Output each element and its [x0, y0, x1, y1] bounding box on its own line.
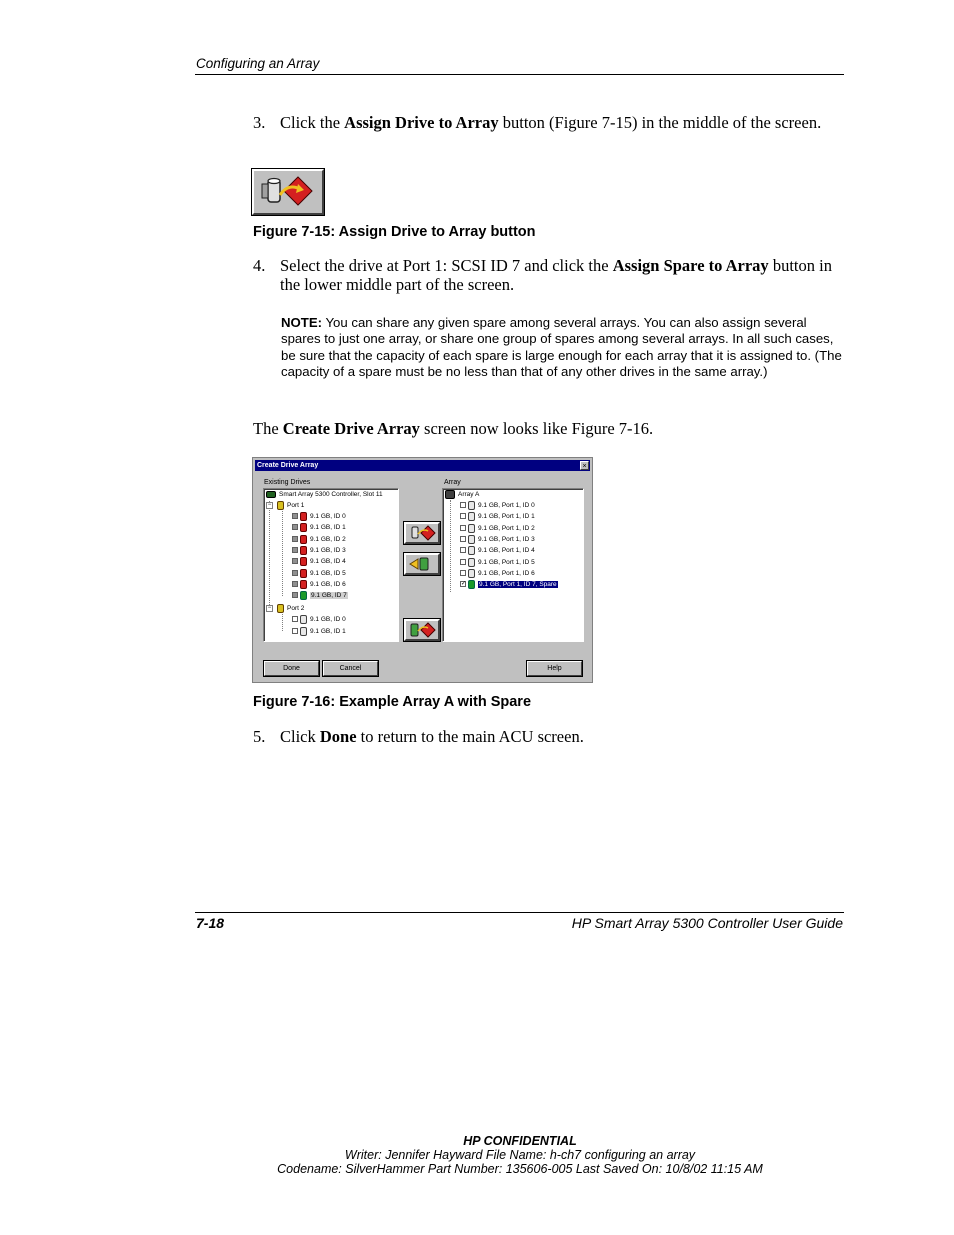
drive-icon — [468, 546, 475, 555]
tree-port1[interactable]: Port 1 — [277, 500, 304, 511]
dialog-title-bar — [255, 460, 590, 471]
checkbox[interactable] — [460, 559, 466, 565]
running-header: Configuring an Array — [196, 56, 320, 71]
remove-drive-from-array-button[interactable] — [404, 553, 440, 575]
drive-icon — [300, 569, 307, 578]
drive-icon — [300, 523, 307, 532]
step-number: 5. — [253, 727, 266, 746]
array-icon — [445, 490, 455, 499]
assign-drive-to-array-button-figure — [252, 169, 324, 215]
assign-drive-to-array-button[interactable] — [404, 522, 440, 544]
tree-drive-item[interactable]: 9.1 GB, ID 2 — [292, 534, 346, 545]
checked-checkbox[interactable]: ✓ — [461, 581, 467, 588]
drive-icon — [468, 524, 475, 533]
guide-title: HP Smart Array 5300 Controller User Guide — [571, 915, 843, 931]
step-number: 3. — [253, 113, 266, 132]
header-rule — [195, 74, 844, 75]
array-label: Array — [444, 479, 461, 486]
assign-spare-icon — [406, 621, 438, 639]
checkbox[interactable] — [292, 547, 298, 553]
cancel-button[interactable]: Cancel — [323, 661, 378, 676]
step-text: Select the drive at Port 1: SCSI ID 7 and click the Assign Spare to Array button in the lower middle part of the screen. — [280, 256, 832, 294]
checkbox[interactable] — [460, 502, 466, 508]
checkbox[interactable] — [292, 581, 298, 587]
spare-drive-icon — [300, 591, 307, 600]
checkbox[interactable] — [460, 570, 466, 576]
tree-drive-item[interactable]: 9.1 GB, ID 3 — [292, 545, 346, 556]
checkbox[interactable] — [292, 536, 298, 542]
note-text: You can share any given spare among several arrays. You can also assign several spares to just one array, or share one group of spares among several arrays. In all such cases, be sure that the capacity of each spare is large enough for each array that it is assigned to. (The capacity of a spare must be no less than that of any other drives in the same array.) — [281, 315, 842, 379]
assign-drive-icon — [254, 171, 322, 213]
tree-spare-drive-item[interactable]: ✓ 9.1 GB, Port 1, ID 7, Spare — [461, 581, 557, 588]
existing-drives-label: Existing Drives — [264, 479, 311, 486]
confidential-label: HP CONFIDENTIAL — [463, 1134, 577, 1148]
array-tree[interactable] — [442, 488, 584, 642]
checkbox[interactable] — [292, 524, 298, 530]
tree-drive-item[interactable]: 9.1 GB, ID 0 — [292, 614, 346, 625]
tree-array-drive-item[interactable]: 9.1 GB, Port 1, ID 3 — [460, 534, 535, 545]
drive-icon — [468, 501, 475, 510]
help-button[interactable]: Help — [527, 661, 582, 676]
drive-icon — [300, 580, 307, 589]
tree-array-a[interactable]: Array A — [445, 489, 479, 500]
port-icon — [277, 604, 284, 613]
note-block — [281, 315, 846, 380]
drive-icon — [468, 558, 475, 567]
done-button[interactable]: Done — [264, 661, 319, 676]
existing-drives-tree[interactable] — [263, 488, 399, 642]
checkbox[interactable] — [460, 536, 466, 542]
codename-line: Codename: SilverHammer Part Number: 135606-005 Last Saved On: 10/8/02 11:15 AM — [277, 1162, 763, 1176]
tree-drive-item[interactable]: 9.1 GB, ID 6 — [292, 579, 346, 590]
footer-rule — [195, 912, 844, 913]
step-number: 4. — [253, 256, 266, 275]
tree-drive-item[interactable]: 9.1 GB, ID 0 — [292, 511, 346, 522]
drive-icon — [300, 512, 307, 521]
tree-drive-item[interactable]: 9.1 GB, ID 1 — [292, 626, 346, 637]
close-button[interactable]: × — [580, 461, 589, 470]
drive-icon — [300, 546, 307, 555]
controller-icon — [266, 491, 276, 498]
drive-icon — [468, 569, 475, 578]
figure-7-16-caption: Figure 7-16: Example Array A with Spare — [253, 694, 532, 710]
step-3 — [253, 113, 845, 153]
drive-icon — [300, 535, 307, 544]
create-drive-array-dialog — [252, 457, 593, 683]
tree-drive-item[interactable]: 9.1 GB, ID 1 — [292, 522, 346, 533]
tree-drive-item[interactable]: 9.1 GB, ID 5 — [292, 568, 346, 579]
checkbox[interactable] — [292, 628, 298, 634]
tree-array-drive-item[interactable]: 9.1 GB, Port 1, ID 5 — [460, 557, 535, 568]
checkbox[interactable] — [460, 513, 466, 519]
tree-drive-item-selected[interactable]: 9.1 GB, ID 7 — [292, 590, 348, 601]
step-4 — [253, 256, 845, 296]
tree-array-drive-item[interactable]: 9.1 GB, Port 1, ID 1 — [460, 511, 535, 522]
assign-drive-icon — [406, 524, 438, 542]
drive-icon — [300, 615, 307, 624]
step-text: Click Done to return to the main ACU screen. — [280, 727, 584, 746]
page-number: 7-18 — [196, 915, 225, 931]
collapse-port1-icon[interactable]: − — [267, 502, 272, 508]
step-text: Click the Assign Drive to Array button (Figure 7-15) in the middle of the screen. — [280, 113, 822, 132]
drive-icon — [300, 627, 307, 636]
collapse-port2-icon[interactable]: − — [267, 605, 272, 611]
tree-drive-item[interactable]: 9.1 GB, ID 4 — [292, 556, 346, 567]
checkbox[interactable] — [292, 570, 298, 576]
checkbox[interactable] — [292, 558, 298, 564]
checkbox[interactable] — [460, 525, 466, 531]
tree-array-drive-item[interactable]: 9.1 GB, Port 1, ID 6 — [460, 568, 535, 579]
dialog-title: Create Drive Array — [257, 462, 319, 469]
tree-port2[interactable]: Port 2 — [277, 603, 304, 614]
checkbox[interactable] — [292, 513, 298, 519]
drive-icon — [468, 512, 475, 521]
assign-spare-to-array-button[interactable] — [404, 619, 440, 641]
body-paragraph: The Create Drive Array screen now looks like Figure 7-16. — [253, 419, 654, 438]
drive-icon — [468, 535, 475, 544]
writer-line: Writer: Jennifer Hayward File Name: h-ch7 configuring an array — [344, 1148, 696, 1162]
figure-7-15-caption: Figure 7-15: Assign Drive to Array button — [253, 224, 536, 240]
spare-drive-icon — [468, 580, 475, 589]
tree-controller[interactable]: Smart Array 5300 Controller, Slot 11 — [266, 489, 383, 500]
checkbox[interactable] — [292, 616, 298, 622]
tree-array-drive-item[interactable]: 9.1 GB, Port 1, ID 2 — [460, 523, 535, 534]
tree-array-drive-item[interactable]: 9.1 GB, Port 1, ID 4 — [460, 545, 535, 556]
note-label: NOTE: — [281, 315, 323, 330]
checkbox[interactable] — [292, 592, 298, 598]
drive-icon — [300, 557, 307, 566]
checkbox[interactable] — [460, 547, 466, 553]
port-icon — [277, 501, 284, 510]
remove-drive-icon — [406, 555, 438, 573]
tree-array-drive-item[interactable]: 9.1 GB, Port 1, ID 0 — [460, 500, 535, 511]
step-5 — [253, 727, 845, 747]
